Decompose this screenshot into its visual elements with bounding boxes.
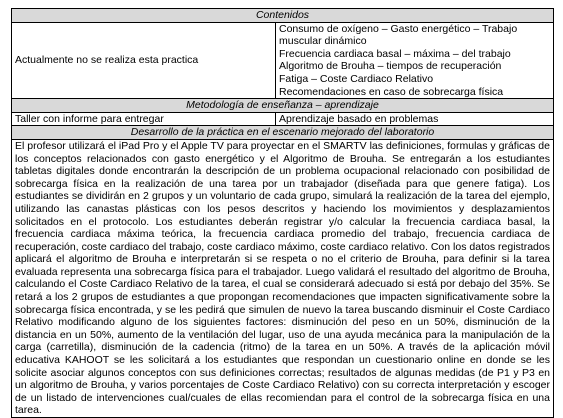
metodologia-row bbox=[12, 112, 554, 126]
contenidos-item: Frecuencia cardiaca basal – máxima – del trabajo bbox=[279, 47, 511, 60]
desarrollo-body: El profesor utilizará el iPad Pro y el Apple TV para proyectar en el SMARTV las definiciones, formulas y gráficas de los conceptos relacionados con gasto energético y el Algoritmo de Brouha. Se entregarán a los estudiantes tabletas digitales donde encontrarán la descripción de un problema ocupacional relacionado con posibilidad de sobrecarga física en la realización de una tarea por un trabajador (diseñada para que genere fatiga). Los estudiantes se dividirán en 2 grupos y un voluntario de cada grupo, simulará la realización de la tarea del ejemplo, utilizando las canastas plásticas con los pesos descritos y haciendo los movimientos y desplazamientos solicitados en el protocolo. Los estudiantes deberán registrar y/o calcular la frecuencia cardiaca basal, la frecuencia cardiaca máxima teórica, la frecuencia cardiaca promedio del trabajo, frecuencia cardiaca de recuperación, coste cardiaco del trabajo, coste cardiaco máximo, coste cardiaco relativo. Con los datos registrados aplicará el algoritmo de Brouha e interpretarán si se respeta o no el criterio de Brouha, para definir si la tarea evaluada representa una sobrecarga física para el trabajador. Luego validará el resultado del algoritmo de Brouha, calculando el Coste Cardiaco Relativo de la tarea, el cual se considerará adecuado si está por debajo del 35%. Se retará a los 2 grupos de estudiantes a que propongan recomendaciones que impacten significativamente sobre la sobrecarga física encontrada, y se les pedirá que simulen de nuevo la tarea buscando disminuir el Coste Cardiaco Relativo modificando alguno de los siguientes factores: disminución del peso en un 50%, disminución de la distancia en un 50%, aumento de la ventilación del lugar, uso de una ayuda mecánica para la manipulación de la carga (carretilla), disminución de la cadencia (ritmo) de la tarea en un 50%. A través de la aplicación móvil educativa KAHOOT se les solicitará a los estudiantes que respondan un cuestionario online en donde se les solicite asociar algunos conceptos con sus definiciones correctas; resultados de algunas medidas (de P1 y P3 en un algoritmo de Brouha, y varios porcentajes de Coste Cardiaco Relativo) con su correcta interpretación y escoger de un listado de intervenciones cual/cuales de ellas recomiendan para el control de la sobrecarga física en una tarea. bbox=[12, 139, 554, 417]
metodologia-left-cell: Taller con informe para entregar bbox=[12, 112, 276, 126]
desarrollo-row bbox=[12, 139, 554, 417]
contenidos-item: Recomendaciones en caso de sobrecarga física bbox=[279, 85, 504, 98]
metodologia-right-cell: Aprendizaje basado en problemas bbox=[276, 112, 554, 126]
contenidos-list-cell bbox=[276, 22, 554, 99]
desarrollo-header-row bbox=[12, 126, 554, 140]
contenidos-row bbox=[12, 22, 554, 99]
desarrollo-header: Desarrollo de la práctica en el escenario mejorado del laboratorio bbox=[12, 126, 554, 140]
contenidos-item: Algoritmo de Brouha – tiempos de recuperación bbox=[279, 60, 502, 73]
contenidos-left-cell: Actualmente no se realiza esta practica bbox=[12, 22, 276, 99]
practice-table bbox=[11, 8, 554, 418]
contenidos-header: Contenidos bbox=[12, 9, 554, 23]
metodologia-header-row bbox=[12, 99, 554, 113]
contenidos-header-row bbox=[12, 9, 554, 23]
contenidos-item: Consumo de oxígeno – Gasto energético – Trabajo muscular dinámico bbox=[279, 22, 518, 48]
metodologia-header: Metodología de enseñanza – aprendizaje bbox=[12, 99, 554, 113]
contenidos-item: Fatiga – Coste Cardiaco Relativo bbox=[279, 72, 434, 85]
